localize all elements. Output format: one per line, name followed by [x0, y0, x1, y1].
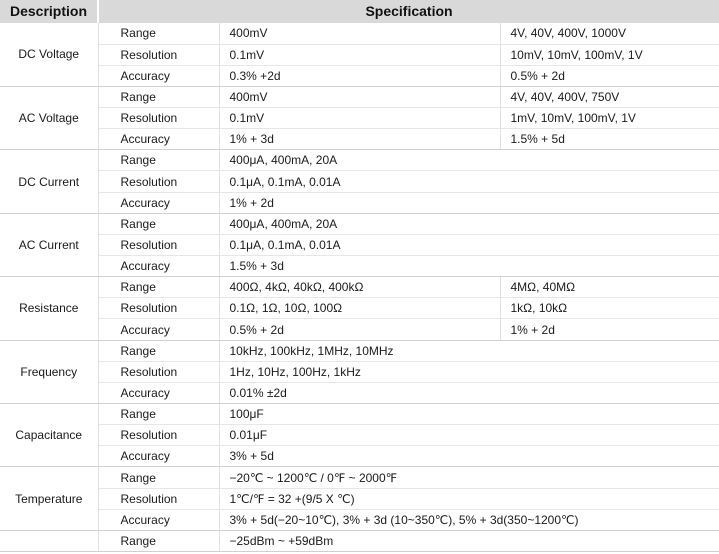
parameter-label: Range	[98, 213, 219, 234]
category-cell	[0, 530, 98, 551]
parameter-label: Range	[98, 530, 219, 551]
table-row	[0, 340, 719, 361]
table-row	[0, 234, 719, 255]
parameter-label: Range	[98, 86, 219, 107]
spec-value: 1.5% + 3d	[219, 256, 719, 277]
spec-value-extended: 4V, 40V, 400V, 1000V	[500, 23, 719, 44]
parameter-label: Range	[98, 23, 219, 44]
parameter-label: Range	[98, 340, 219, 361]
spec-value-extended: 4MΩ, 40MΩ	[500, 277, 719, 298]
spec-value: 0.5% + 2d	[219, 319, 500, 340]
spec-value-extended: 4V, 40V, 400V, 750V	[500, 86, 719, 107]
table-row	[0, 277, 719, 298]
table-row	[0, 467, 719, 488]
spec-value: 400mV	[219, 86, 500, 107]
parameter-label: Accuracy	[98, 129, 219, 150]
spec-value: 1Hz, 10Hz, 100Hz, 1kHz	[219, 361, 719, 382]
category-cell: Temperature	[0, 467, 98, 530]
table-row	[0, 86, 719, 107]
spec-value-extended: 0.5% + 2d	[500, 65, 719, 86]
table-row	[0, 319, 719, 340]
header-description: Description	[0, 0, 98, 23]
table-row	[0, 530, 719, 551]
category-cell: Resistance	[0, 277, 98, 340]
category-cell: DC Current	[0, 150, 98, 213]
spec-value-extended: 1mV, 10mV, 100mV, 1V	[500, 108, 719, 129]
category-cell: AC Current	[0, 213, 98, 276]
parameter-label: Accuracy	[98, 382, 219, 403]
spec-value-extended: 1% + 2d	[500, 319, 719, 340]
spec-value: 0.1mV	[219, 108, 500, 129]
spec-value: 10kHz, 100kHz, 1MHz, 10MHz	[219, 340, 719, 361]
parameter-label: Resolution	[98, 171, 219, 192]
spec-value: 0.1mV	[219, 44, 500, 65]
parameter-label: Resolution	[98, 298, 219, 319]
spec-value: −25dBm ~ +59dBm	[219, 530, 719, 551]
spec-value: 0.01μF	[219, 425, 719, 446]
parameter-label: Accuracy	[98, 446, 219, 467]
parameter-label: Accuracy	[98, 65, 219, 86]
parameter-label: Range	[98, 150, 219, 171]
header-specification: Specification	[98, 0, 719, 23]
table-row	[0, 44, 719, 65]
spec-value: 0.1μA, 0.1mA, 0.01A	[219, 234, 719, 255]
spec-value-extended: 1kΩ, 10kΩ	[500, 298, 719, 319]
spec-body	[0, 23, 719, 552]
spec-value: 0.3% +2d	[219, 65, 500, 86]
table-row	[0, 509, 719, 530]
table-row	[0, 150, 719, 171]
header-row	[0, 0, 719, 23]
table-row	[0, 361, 719, 382]
spec-value: 1% + 3d	[219, 129, 500, 150]
parameter-label: Accuracy	[98, 509, 219, 530]
parameter-label: Resolution	[98, 234, 219, 255]
spec-value: −20℃ ~ 1200℃ / 0℉ ~ 2000℉	[219, 467, 719, 488]
table-row	[0, 213, 719, 234]
table-row	[0, 65, 719, 86]
spec-value: 0.1Ω, 1Ω, 10Ω, 100Ω	[219, 298, 500, 319]
table-row	[0, 171, 719, 192]
spec-value: 400mV	[219, 23, 500, 44]
category-cell: AC Voltage	[0, 86, 98, 149]
spec-value: 400μA, 400mA, 20A	[219, 213, 719, 234]
table-row	[0, 192, 719, 213]
parameter-label: Resolution	[98, 108, 219, 129]
table-row	[0, 425, 719, 446]
parameter-label: Range	[98, 277, 219, 298]
parameter-label: Range	[98, 404, 219, 425]
table-row	[0, 108, 719, 129]
spec-value: 400Ω, 4kΩ, 40kΩ, 400kΩ	[219, 277, 500, 298]
spec-value: 3% + 5d	[219, 446, 719, 467]
parameter-label: Accuracy	[98, 192, 219, 213]
category-cell: Frequency	[0, 340, 98, 403]
spec-value: 400μA, 400mA, 20A	[219, 150, 719, 171]
table-row	[0, 404, 719, 425]
parameter-label: Range	[98, 467, 219, 488]
table-row	[0, 382, 719, 403]
spec-value-extended: 1.5% + 5d	[500, 129, 719, 150]
parameter-label: Resolution	[98, 44, 219, 65]
spec-value: 3% + 5d(−20~10℃), 3% + 3d (10~350℃), 5% + 3d(350~1200℃)	[219, 509, 719, 530]
spec-value: 0.01% ±2d	[219, 382, 719, 403]
table-row	[0, 298, 719, 319]
category-cell: DC Voltage	[0, 23, 98, 86]
spec-value: 1% + 2d	[219, 192, 719, 213]
table-row	[0, 129, 719, 150]
table-row	[0, 446, 719, 467]
table-row	[0, 256, 719, 277]
spec-value-extended: 10mV, 10mV, 100mV, 1V	[500, 44, 719, 65]
spec-value: 1℃/℉ = 32 +(9/5 X ℃)	[219, 488, 719, 509]
category-cell: Capacitance	[0, 404, 98, 467]
table-row	[0, 23, 719, 44]
parameter-label: Resolution	[98, 361, 219, 382]
spec-value: 0.1μA, 0.1mA, 0.01A	[219, 171, 719, 192]
spec-value: 100μF	[219, 404, 719, 425]
parameter-label: Accuracy	[98, 256, 219, 277]
parameter-label: Accuracy	[98, 319, 219, 340]
parameter-label: Resolution	[98, 425, 219, 446]
parameter-label: Resolution	[98, 488, 219, 509]
table-row	[0, 488, 719, 509]
